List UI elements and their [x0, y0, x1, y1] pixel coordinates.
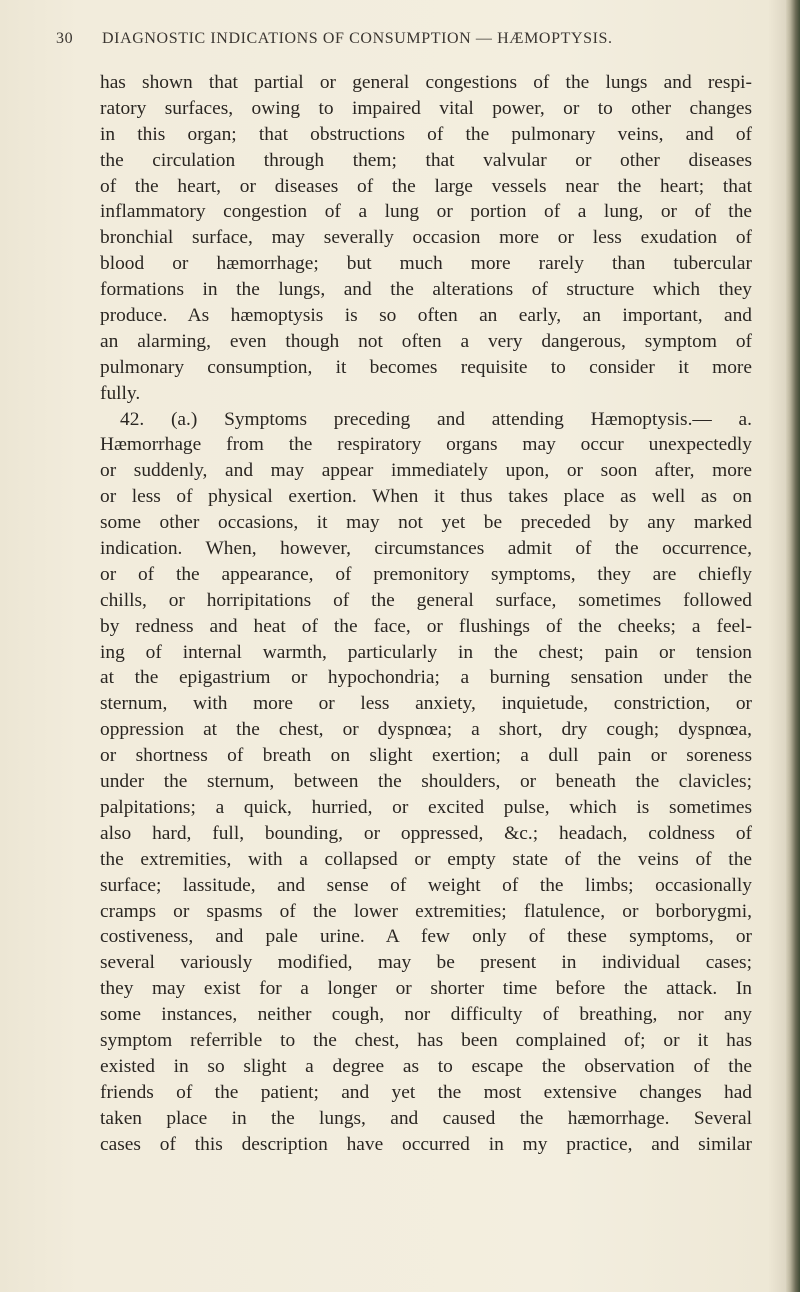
text-line: blood or hæmorrhage; but much more rarely than tubercular	[100, 253, 752, 275]
text-line: an alarming, even though not often a very dangerous, symptom of	[100, 330, 752, 352]
running-head	[56, 30, 768, 52]
text-line: or shortness of breath on slight exertion; a dull pain or soreness	[100, 745, 752, 767]
text-line: cramps or spasms of the lower extremities; flatulence, or borborygmi,	[100, 900, 752, 922]
text-line: oppression at the chest, or dyspnœa; a short, dry cough; dyspnœa,	[100, 719, 752, 741]
text-line: or less of physical exertion. When it thus takes place as well as on	[100, 486, 752, 508]
text-line: pulmonary consumption, it becomes requisite to consider it more	[100, 356, 752, 378]
text-line: they may exist for a longer or shorter time before the attack. In	[100, 978, 752, 1000]
text-line: cases of this description have occurred in my practice, and similar	[100, 1133, 752, 1155]
text-line: in this organ; that obstructions of the pulmonary veins, and of	[100, 123, 752, 145]
text-line: some other occasions, it may not yet be preceded by any marked	[100, 512, 752, 534]
text-line: surface; lassitude, and sense of weight of the limbs; occasionally	[100, 874, 752, 896]
text-line: 42. (a.) Symptoms preceding and attending Hæmoptysis.— a.	[120, 408, 752, 430]
text-line: ing of internal warmth, particularly in the chest; pain or tension	[100, 641, 752, 663]
body-text	[100, 70, 752, 1157]
text-line: produce. As hæmoptysis is so often an early, an important, and	[100, 305, 752, 327]
text-line: ratory surfaces, owing to impaired vital power, or to other changes	[100, 97, 752, 119]
text-line: several variously modified, may be present in individual cases;	[100, 952, 752, 974]
text-line: symptom referrible to the chest, has been complained of; or it has	[100, 1029, 752, 1051]
text-line: of the heart, or diseases of the large vessels near the heart; that	[100, 175, 752, 197]
text-line: or of the appearance, of premonitory symptoms, they are chiefly	[100, 563, 752, 585]
text-line: the extremities, with a collapsed or empty state of the veins of the	[100, 848, 752, 870]
text-line: Hæmorrhage from the respiratory organs may occur unexpectedly	[100, 434, 752, 456]
page-edge-shadow	[786, 0, 800, 1292]
text-line: under the sternum, between the shoulders, or beneath the clavicles;	[100, 771, 752, 793]
text-line: fully.	[100, 382, 141, 404]
text-line: existed in so slight a degree as to escape the observation of the	[100, 1055, 752, 1077]
text-line: sternum, with more or less anxiety, inquietude, constriction, or	[100, 693, 752, 715]
text-line: chills, or horripitations of the general surface, sometimes followed	[100, 589, 752, 611]
text-line: formations in the lungs, and the alterations of structure which they	[100, 279, 752, 301]
text-line: palpitations; a quick, hurried, or excited pulse, which is sometimes	[100, 796, 752, 818]
text-line: taken place in the lungs, and caused the hæmorrhage. Several	[100, 1107, 752, 1129]
text-line: by redness and heat of the face, or flushings of the cheeks; a feel-	[100, 615, 752, 637]
text-line: the circulation through them; that valvular or other diseases	[100, 149, 752, 171]
text-line: also hard, full, bounding, or oppressed, &c.; headach, coldness of	[100, 822, 752, 844]
text-line: inflammatory congestion of a lung or portion of a lung, or of the	[100, 201, 752, 223]
text-line: friends of the patient; and yet the most extensive changes had	[100, 1081, 752, 1103]
text-line: or suddenly, and may appear immediately upon, or soon after, more	[100, 460, 752, 482]
text-line: has shown that partial or general congestions of the lungs and respi-	[100, 72, 752, 93]
text-line: some instances, neither cough, nor difficulty of breathing, nor any	[100, 1004, 752, 1026]
text-line: indication. When, however, circumstances admit of the occurrence,	[100, 538, 752, 560]
text-line: at the epigastrium or hypochondria; a burning sensation under the	[100, 667, 752, 689]
running-head-title: DIAGNOSTIC INDICATIONS OF CONSUMPTION — HÆMOPTYSIS.	[102, 30, 613, 47]
page-number: 30	[56, 30, 74, 47]
text-line: bronchial surface, may severally occasion more or less exudation of	[100, 227, 752, 249]
text-line: costiveness, and pale urine. A few only of these symptoms, or	[100, 926, 752, 948]
